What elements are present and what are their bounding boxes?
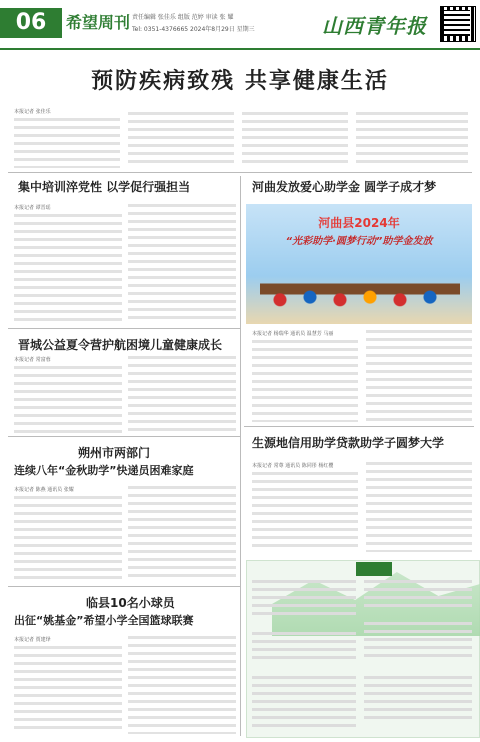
brief-6-text (364, 676, 472, 724)
column-divider (240, 176, 241, 736)
tel-line: Tel: 0351-4376665 2024年8月29日 星期三 (132, 26, 255, 33)
article-2-body-col1 (14, 366, 122, 434)
article-5-body-col1 (252, 340, 358, 422)
article-6-body-col2 (366, 462, 472, 552)
divider (8, 328, 240, 329)
section-title: 希望周刊 (66, 13, 131, 32)
main-title: 预防疾病致残 共享健康生活 (91, 69, 389, 94)
article-4-title-line1: 临县10名小球员 (86, 596, 175, 610)
article-5-body-col2 (366, 330, 472, 422)
article-2-byline: 本报记者 常富蓉 (14, 357, 51, 363)
article-4-body-col2 (128, 636, 236, 734)
article-4-body-col1 (14, 646, 122, 734)
article-1-body-col1 (14, 214, 122, 324)
photo-crowd (260, 262, 460, 316)
article-3-body-col2 (128, 486, 236, 582)
editor-line: 责任编辑 张佳乐 组版 范婷 审读 张 耀 (132, 14, 234, 21)
main-body-col1 (14, 118, 120, 168)
main-body-col2 (128, 112, 234, 168)
main-body-col4 (356, 112, 468, 168)
article-2-body-col2 (128, 356, 236, 434)
qr-code-pattern (444, 10, 470, 36)
news-brief-tag (356, 562, 392, 576)
article-4-title-line2: 出征“姚基金”希望小学全国篮球联赛 (14, 614, 194, 627)
brief-4-text (364, 580, 472, 610)
article-3-body-col1 (14, 496, 122, 582)
article-2-title: 晋城公益夏令营护航困境儿童健康成长 (18, 338, 223, 352)
divider (8, 586, 240, 587)
article-3-title-line1: 朔州市两部门 (78, 446, 151, 460)
article-6-title: 生源地信用助学贷款助学子圆梦大学 (252, 436, 445, 450)
article-5-byline: 本报记者 杨瑞华 通讯员 温慧芳 马丽 (252, 331, 334, 337)
divider (8, 172, 472, 173)
divider (8, 436, 240, 437)
article-5-title: 河曲发放爱心助学金 圆学子成才梦 (252, 180, 437, 194)
banner-text-line2: “光彩助学·圆梦行动”助学金发放 (285, 236, 433, 247)
brand-logo: 山西青年报 (322, 14, 427, 38)
page-number: 06 (0, 8, 62, 38)
banner-text-line1: 河曲县2024年 (318, 216, 400, 230)
article-1-title: 集中培训淬党性 以学促行强担当 (18, 180, 191, 194)
brief-5-text (364, 622, 472, 662)
brief-1-text (252, 580, 356, 620)
article-1-byline: 本报记者 谭晋瑶 (14, 205, 51, 211)
article-4-byline: 本报记者 贾建绎 (14, 637, 51, 643)
main-byline: 本报记者 张佳乐 (14, 109, 51, 115)
main-body-col3 (242, 112, 348, 168)
article-1-body-col2 (128, 204, 236, 324)
brief-2-text (252, 632, 356, 664)
divider (244, 426, 474, 427)
article-3-byline: 本报记者 陈燕 通讯员 张耀 (14, 487, 74, 493)
article-6-byline: 本报记者 常尊 通讯员 陈同彤 杨红樱 (252, 463, 334, 469)
article-3-title-line2: 连续八年“金秋助学”快递员困难家庭 (14, 464, 194, 477)
brief-3-text (252, 676, 356, 732)
article-6-body-col1 (252, 472, 358, 552)
